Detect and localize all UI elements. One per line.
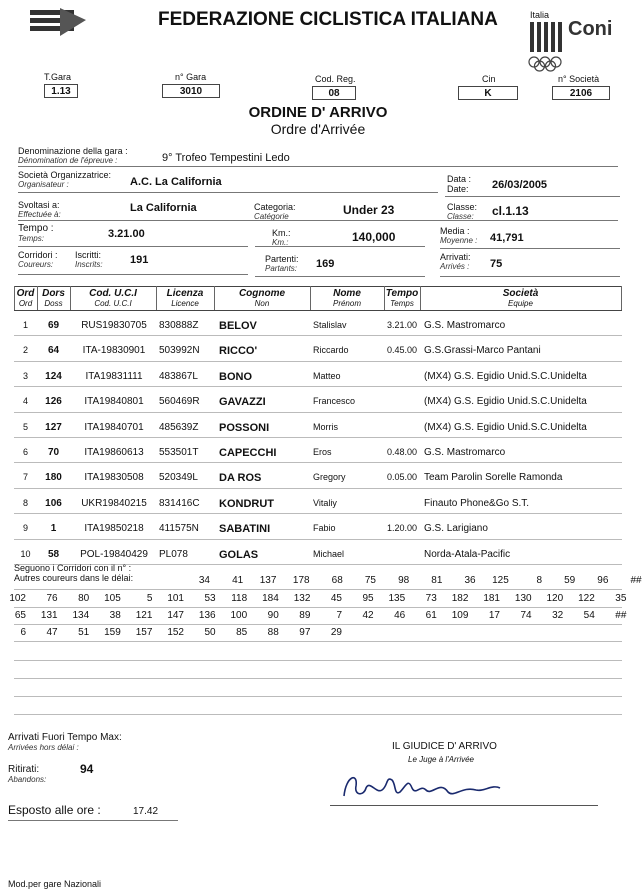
svoltasi-value: La California bbox=[130, 202, 197, 214]
column-header-label: Società bbox=[502, 288, 539, 299]
column-header-label: Tempo bbox=[385, 288, 419, 299]
arrivati-label-fr: Arrivés : bbox=[440, 262, 470, 271]
other-rider-number: 121 bbox=[135, 610, 153, 621]
other-rider-number: 90 bbox=[267, 610, 279, 621]
other-rider-number: 8 bbox=[536, 575, 542, 586]
societa-label-it: Società Organizzatrice: bbox=[18, 170, 112, 180]
cin-value: K bbox=[458, 86, 518, 100]
cell-dors: 1 bbox=[50, 523, 57, 535]
cell-nome: Michael bbox=[313, 548, 345, 559]
others-label bbox=[14, 563, 133, 583]
table-row bbox=[14, 336, 622, 361]
classe-label bbox=[447, 202, 477, 222]
iscritti-value: 191 bbox=[130, 254, 149, 266]
other-rider-number: 134 bbox=[72, 610, 90, 621]
other-rider-number: 41 bbox=[232, 575, 244, 586]
cell-societa: (MX4) G.S. Egidio Unid.S.C.Unidelta bbox=[424, 421, 587, 433]
column-header-label: Cognome bbox=[238, 288, 286, 299]
partenti-label bbox=[265, 254, 299, 274]
column-header-label: Nome bbox=[333, 288, 361, 299]
other-rider-number: 61 bbox=[425, 610, 437, 621]
judge-signature bbox=[336, 766, 506, 806]
other-rider-number: 147 bbox=[167, 610, 184, 621]
arrivati-label bbox=[440, 252, 471, 272]
table-row bbox=[14, 387, 622, 412]
cell-dors: 58 bbox=[47, 548, 60, 560]
partenti-label-fr: Partants: bbox=[265, 264, 298, 273]
categoria-label-fr: Catégorie bbox=[254, 212, 289, 221]
cell-ord: 5 bbox=[22, 421, 28, 432]
cell-societa: Norda-Atala-Pacific bbox=[424, 548, 511, 560]
cell-nome: Matteo bbox=[313, 370, 341, 381]
t-gara-value: 1.13 bbox=[44, 84, 78, 98]
other-rider-number: 137 bbox=[259, 575, 277, 586]
other-rider-number: 51 bbox=[78, 627, 90, 638]
categoria-label bbox=[254, 202, 296, 222]
media-value: 41,791 bbox=[490, 232, 524, 244]
cell-nome: Eros bbox=[313, 447, 332, 457]
cell-societa: G.S.Grassi-Marco Pantani bbox=[424, 345, 541, 357]
cell-uci: ITA19860613 bbox=[84, 447, 144, 458]
iscritti-label bbox=[75, 250, 103, 270]
fuori-tempo-label-it: Arrivati Fuori Tempo Max: bbox=[8, 732, 122, 743]
ritirati-label bbox=[8, 765, 46, 785]
km-label-fr: Km.: bbox=[272, 238, 289, 247]
cell-nome: Francesco bbox=[313, 396, 356, 407]
others-label-it: Seguono i Corridori con il n° : bbox=[14, 563, 132, 573]
table-row bbox=[14, 540, 622, 565]
cell-nome: Morris bbox=[313, 421, 338, 432]
document-subtitle: Ordre d'Arrivée bbox=[270, 121, 366, 137]
cell-ord: 9 bbox=[22, 523, 28, 534]
cell-ord: 1 bbox=[22, 320, 28, 330]
cell-ord: 3 bbox=[22, 370, 28, 381]
other-rider-number: 130 bbox=[514, 593, 532, 604]
iscritti-label-fr: Inscrits: bbox=[75, 260, 103, 269]
table-row bbox=[14, 463, 622, 488]
cell-uci: RUS19830705 bbox=[81, 320, 147, 331]
other-rider-number: 6 bbox=[20, 627, 26, 638]
other-rider-number: 53 bbox=[204, 593, 216, 604]
coni-logo-small: Italia bbox=[530, 10, 550, 20]
data-label-it: Data : bbox=[447, 174, 472, 184]
media-label-it: Media : bbox=[440, 226, 470, 236]
partenti-value: 169 bbox=[316, 258, 335, 270]
partenti-label-it: Partenti: bbox=[265, 254, 299, 264]
table-row bbox=[14, 514, 622, 539]
other-rider-number: 38 bbox=[109, 610, 121, 621]
cell-societa: Finauto Phone&Go S.T. bbox=[424, 497, 530, 509]
column-header-label-fr: Ord bbox=[18, 299, 33, 308]
cell-cognome: RICCO' bbox=[219, 345, 258, 358]
other-rider-number: 42 bbox=[362, 610, 374, 621]
other-rider-number: 80 bbox=[78, 593, 90, 604]
arrivati-label-it: Arrivati: bbox=[440, 252, 471, 262]
other-rider-number: 122 bbox=[578, 593, 595, 604]
others-label-fr: Autres coureurs dans le délai: bbox=[14, 573, 134, 583]
cell-uci: ITA19830508 bbox=[84, 472, 144, 484]
cell-lic: 831416C bbox=[159, 497, 200, 509]
other-rider-number: 75 bbox=[364, 575, 376, 586]
km-label-it: Km.: bbox=[272, 228, 291, 238]
cell-dors: 180 bbox=[45, 472, 62, 484]
other-rider-number: 59 bbox=[564, 575, 576, 586]
data-value: 26/03/2005 bbox=[492, 179, 548, 191]
column-header-6 bbox=[310, 288, 384, 308]
corridori-label-it: Corridori : bbox=[18, 250, 58, 260]
cell-nome: Fabio bbox=[313, 523, 336, 534]
other-rider-number: 5 bbox=[146, 593, 153, 604]
categoria-label-it: Categoria: bbox=[254, 202, 296, 212]
denominazione-value: 9° Trofeo Tempestini Ledo bbox=[162, 152, 290, 164]
cell-cognome: BONO bbox=[219, 370, 252, 383]
cell-tempo: 1.20.00 bbox=[386, 523, 418, 534]
denominazione-label-it: Denominazione della gara : bbox=[18, 146, 128, 156]
cell-lic: 560469R bbox=[159, 396, 200, 408]
other-rider-number: 131 bbox=[40, 610, 58, 621]
other-rider-number: 74 bbox=[520, 610, 532, 621]
svoltasi-label-fr: Effectuée à: bbox=[18, 210, 61, 219]
other-rider-number: 7 bbox=[336, 610, 342, 621]
column-header-3 bbox=[70, 288, 156, 308]
column-header-2 bbox=[37, 288, 70, 308]
cell-tempo: 0.05.00 bbox=[386, 472, 418, 483]
cell-cognome: SABATINI bbox=[219, 523, 271, 536]
cell-lic: 830888Z bbox=[159, 320, 199, 331]
cell-lic: 483867L bbox=[159, 370, 198, 382]
other-rider-number: 98 bbox=[398, 575, 410, 586]
other-rider-number: 32 bbox=[552, 610, 564, 621]
column-header-label-fr: Cod. U.C.I bbox=[94, 299, 132, 308]
column-header-4 bbox=[156, 288, 214, 308]
other-rider-number: 152 bbox=[167, 627, 184, 638]
other-rider-number: 182 bbox=[451, 593, 469, 604]
column-header-label: Ord bbox=[16, 288, 35, 299]
table-row bbox=[14, 413, 622, 438]
tempo-label-it: Tempo : bbox=[18, 223, 54, 234]
other-rider-number: 88 bbox=[267, 627, 279, 638]
column-header-5 bbox=[214, 288, 310, 308]
esposto-label: Esposto alle ore : bbox=[8, 803, 101, 817]
tempo-label bbox=[18, 224, 54, 244]
cell-cognome: GAVAZZI bbox=[219, 396, 266, 409]
cell-lic: 485639Z bbox=[159, 421, 199, 433]
column-header-label-fr: Equipe bbox=[508, 299, 533, 308]
cell-lic: 411575N bbox=[159, 523, 199, 535]
federation-title: FEDERAZIONE CICLISTICA ITALIANA bbox=[158, 9, 498, 30]
other-rider-number: 73 bbox=[425, 593, 437, 604]
n-gara-value: 3010 bbox=[162, 84, 220, 98]
table-row bbox=[14, 438, 622, 463]
ritirati-label-fr: Abandons: bbox=[8, 775, 47, 784]
cell-cognome: GOLAS bbox=[219, 548, 259, 561]
classe-label-it: Classe: bbox=[447, 202, 478, 212]
cell-uci: ITA-19830901 bbox=[82, 345, 146, 357]
cell-nome: Vitaliy bbox=[313, 497, 337, 508]
cell-cognome: CAPECCHI bbox=[219, 447, 277, 459]
other-rider-number: 95 bbox=[362, 593, 374, 604]
table-row bbox=[14, 311, 622, 336]
tempo-value: 3.21.00 bbox=[108, 228, 145, 240]
other-rider-number: ## bbox=[615, 610, 627, 621]
cell-uci: ITA19840801 bbox=[84, 396, 144, 408]
cin-label: Cin bbox=[482, 74, 496, 84]
n-gara-label: n° Gara bbox=[175, 72, 207, 82]
cell-tempo: 3.21.00 bbox=[386, 320, 418, 330]
denominazione-label bbox=[18, 146, 128, 166]
other-rider-number: 81 bbox=[431, 575, 443, 586]
cell-dors: 106 bbox=[45, 497, 62, 509]
column-header-label: Cod. U.C.I bbox=[89, 288, 137, 299]
cod-reg-label: Cod. Reg. bbox=[315, 74, 356, 84]
n-societa-value: 2106 bbox=[552, 86, 610, 100]
column-header-8 bbox=[420, 288, 621, 308]
other-rider-number: 65 bbox=[14, 610, 26, 621]
coni-logo bbox=[526, 8, 626, 72]
column-header-1 bbox=[14, 288, 37, 308]
column-header-label-fr: Non bbox=[254, 299, 270, 308]
cell-lic: 520349L bbox=[159, 472, 198, 484]
column-header-label-fr: Prénom bbox=[332, 299, 361, 308]
tempo-label-fr: Temps: bbox=[18, 234, 44, 243]
other-rider-number: 68 bbox=[331, 575, 343, 586]
cell-societa: G.S. Larigiano bbox=[424, 523, 488, 535]
media-label bbox=[440, 226, 477, 246]
other-rider-number: 105 bbox=[104, 593, 121, 604]
other-rider-number: 181 bbox=[483, 593, 500, 604]
cell-cognome: BELOV bbox=[219, 320, 257, 332]
ritirati-value: 94 bbox=[80, 762, 94, 776]
classe-label-fr: Classe: bbox=[447, 212, 474, 221]
cell-lic: 553501T bbox=[159, 447, 199, 458]
corridori-label-fr: Coureurs: bbox=[18, 260, 54, 269]
other-rider-number: 178 bbox=[292, 575, 310, 586]
other-rider-number: 29 bbox=[330, 627, 342, 638]
other-rider-number: 135 bbox=[388, 593, 406, 604]
arrivati-value: 75 bbox=[490, 258, 503, 270]
other-rider-number: 35 bbox=[615, 593, 627, 604]
cell-tempo: 0.48.00 bbox=[386, 447, 418, 457]
cell-uci: UKR19840215 bbox=[81, 497, 147, 509]
other-rider-number: 132 bbox=[293, 593, 311, 604]
giudice-label-fr: Le Juge à l'Arrivée bbox=[408, 755, 475, 764]
other-rider-number: 45 bbox=[330, 593, 342, 604]
other-rider-number: 17 bbox=[488, 610, 500, 621]
denominazione-label-fr: Dénomination de l'épreuve : bbox=[18, 156, 118, 165]
column-header-label-fr: Licence bbox=[171, 299, 199, 308]
form-model-label: Mod.per gare Nazionali bbox=[8, 879, 102, 889]
n-societa-label: n° Società bbox=[558, 74, 600, 84]
cell-societa: (MX4) G.S. Egidio Unid.S.C.Unidelta bbox=[424, 370, 587, 382]
fuori-tempo-label-fr: Arrivées hors délai : bbox=[8, 743, 79, 752]
other-rider-number: 50 bbox=[204, 627, 216, 638]
other-rider-number: 120 bbox=[546, 593, 564, 604]
ritirati-label-it: Ritirati: bbox=[8, 764, 40, 775]
olympic-rings-icon bbox=[528, 56, 568, 70]
other-rider-number: 76 bbox=[46, 593, 58, 604]
other-rider-number: 102 bbox=[9, 593, 26, 604]
other-rider-number: 118 bbox=[231, 593, 248, 604]
document-title: ORDINE D' ARRIVO bbox=[248, 104, 388, 121]
other-rider-number: 136 bbox=[198, 610, 216, 621]
cell-ord: 6 bbox=[22, 447, 28, 457]
categoria-value: Under 23 bbox=[343, 203, 395, 217]
cell-dors: 126 bbox=[45, 396, 62, 408]
esposto-value: 17.42 bbox=[133, 806, 159, 817]
fuori-tempo-label bbox=[8, 733, 122, 753]
cell-uci: POL-19840429 bbox=[80, 548, 148, 560]
iscritti-label-it: Iscritti: bbox=[75, 250, 101, 260]
results-table bbox=[14, 286, 622, 566]
other-rider-number: ## bbox=[630, 575, 642, 586]
other-rider-number: 96 bbox=[597, 575, 609, 586]
cell-societa: Team Parolin Sorelle Ramonda bbox=[424, 472, 563, 484]
cell-tempo: 0.45.00 bbox=[386, 345, 418, 356]
other-rider-number: 46 bbox=[394, 610, 406, 621]
km-value: 140,000 bbox=[352, 230, 396, 244]
cell-uci: ITA19831111 bbox=[85, 370, 143, 382]
other-rider-number: 36 bbox=[464, 575, 476, 586]
cell-lic: 503992N bbox=[159, 345, 200, 357]
column-header-label: Licenza bbox=[166, 288, 204, 299]
t-gara-label: T.Gara bbox=[44, 72, 72, 82]
other-rider-number: 159 bbox=[104, 627, 121, 638]
cell-nome: Riccardo bbox=[313, 345, 349, 356]
cell-nome: Stalislav bbox=[313, 320, 347, 330]
cell-dors: 127 bbox=[45, 421, 62, 433]
fci-logo bbox=[30, 8, 86, 38]
svoltasi-label bbox=[18, 200, 61, 220]
media-label-fr: Moyenne : bbox=[440, 236, 478, 245]
cell-societa: G.S. Mastromarco bbox=[424, 320, 506, 331]
other-rider-number: 125 bbox=[492, 575, 509, 586]
cell-uci: ITA19840701 bbox=[84, 421, 144, 433]
corridori-label bbox=[18, 250, 58, 270]
cell-dors: 124 bbox=[45, 370, 62, 382]
cod-reg-value: 08 bbox=[312, 86, 356, 100]
other-rider-number: 97 bbox=[299, 627, 311, 638]
cell-lic: PL078 bbox=[159, 548, 188, 560]
giudice-label: IL GIUDICE D' ARRIVO bbox=[392, 741, 497, 752]
other-rider-number: 157 bbox=[135, 627, 153, 638]
other-rider-number: 101 bbox=[167, 593, 184, 604]
societa-value: A.C. La California bbox=[130, 176, 222, 188]
societa-label-fr: Organisateur : bbox=[18, 180, 69, 189]
coni-logo-text: Coni bbox=[568, 18, 613, 40]
column-header-label-fr: Temps bbox=[390, 299, 414, 308]
societa-label bbox=[18, 170, 111, 190]
data-label-fr: Date: bbox=[447, 184, 469, 194]
classe-value: cl.1.13 bbox=[492, 204, 529, 218]
cell-societa: (MX4) G.S. Egidio Unid.S.C.Unidelta bbox=[424, 396, 587, 408]
other-rider-number: 34 bbox=[198, 575, 210, 586]
other-rider-number: 54 bbox=[583, 610, 595, 621]
cell-cognome: DA ROS bbox=[219, 472, 262, 485]
column-header-7 bbox=[384, 288, 420, 308]
cell-cognome: POSSONI bbox=[219, 421, 270, 434]
cell-dors: 70 bbox=[47, 447, 60, 458]
cell-ord: 8 bbox=[22, 497, 28, 508]
cell-dors: 64 bbox=[47, 345, 60, 357]
cell-cognome: KONDRUT bbox=[219, 497, 274, 510]
other-rider-number: 47 bbox=[46, 627, 58, 638]
table-row bbox=[14, 489, 622, 514]
cell-ord: 4 bbox=[22, 396, 28, 407]
cell-ord: 10 bbox=[20, 548, 31, 559]
other-rider-number: 184 bbox=[262, 593, 279, 604]
data-label bbox=[447, 174, 471, 194]
table-row bbox=[14, 362, 622, 387]
other-rider-number: 109 bbox=[451, 610, 469, 621]
cell-ord: 2 bbox=[22, 345, 28, 356]
svoltasi-label-it: Svoltasi a: bbox=[18, 200, 60, 210]
km-label bbox=[272, 228, 291, 248]
column-header-label-fr: Doss bbox=[44, 299, 63, 308]
cell-societa: G.S. Mastromarco bbox=[424, 447, 506, 458]
other-rider-number: 85 bbox=[236, 627, 248, 638]
other-rider-number: 89 bbox=[299, 610, 311, 621]
other-rider-number: 100 bbox=[230, 610, 248, 621]
cell-ord: 7 bbox=[22, 472, 28, 483]
column-header-label: Dors bbox=[42, 288, 65, 299]
cell-dors: 69 bbox=[47, 320, 60, 331]
cell-nome: Gregory bbox=[313, 472, 346, 483]
cell-uci: ITA19850218 bbox=[84, 523, 144, 535]
